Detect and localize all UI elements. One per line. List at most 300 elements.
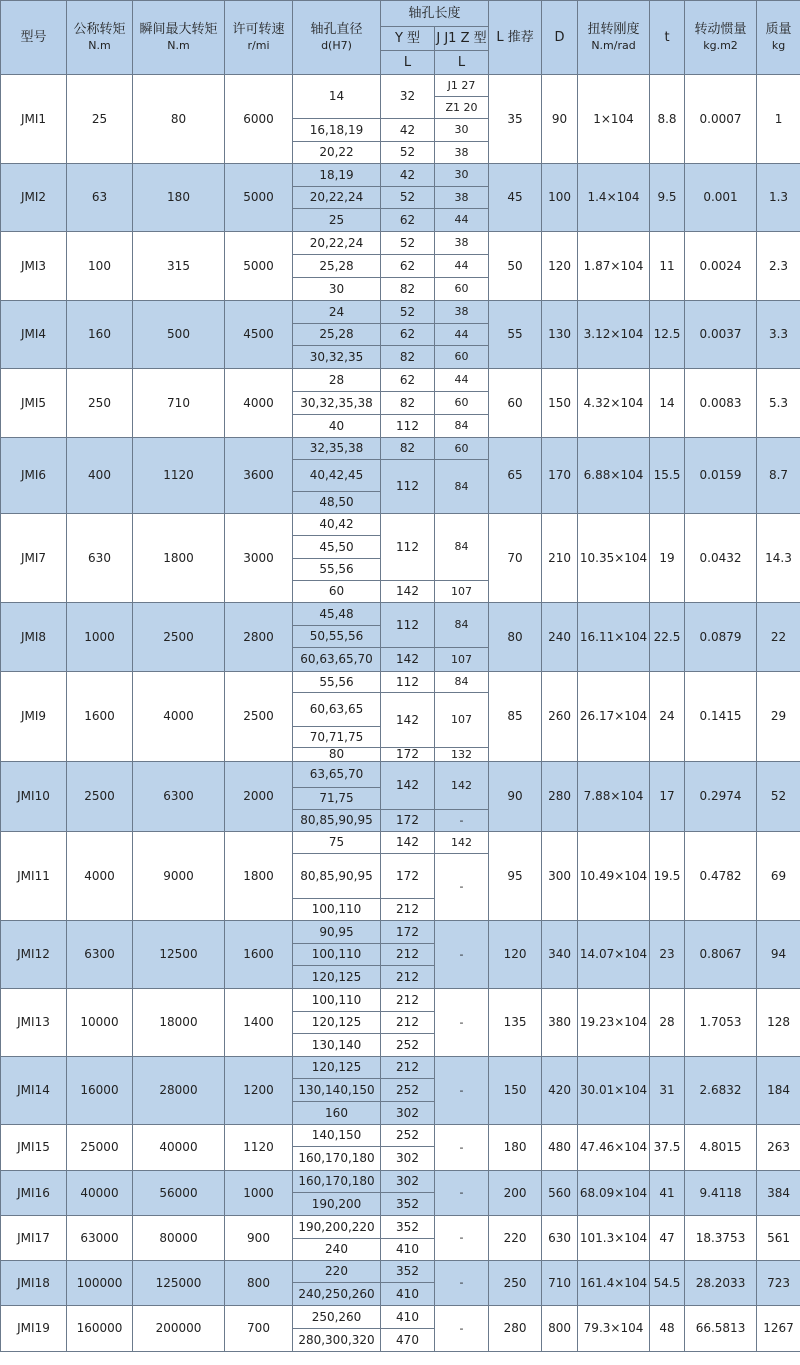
cell-mass: 1	[757, 75, 800, 164]
header-model: 型号	[1, 1, 67, 75]
cell-j-length: -	[435, 921, 489, 989]
cell-peak-torque: 18000	[133, 989, 225, 1057]
cell-inertia: 28.2033	[685, 1261, 757, 1306]
cell-nominal-torque: 160000	[67, 1306, 133, 1352]
cell-peak-torque: 1800	[133, 514, 225, 603]
cell-nominal-torque: 250	[67, 369, 133, 438]
cell-l-recommended: 200	[489, 1171, 542, 1216]
cell-nominal-torque: 2500	[67, 762, 133, 832]
cell-j-length: 142	[435, 762, 489, 810]
cell-nominal-torque: 160	[67, 301, 133, 369]
cell-y-length: 252	[381, 1125, 435, 1147]
cell-y-length: 112	[381, 514, 435, 581]
cell-stiffness: 14.07×104	[578, 921, 650, 989]
cell-l-recommended: 60	[489, 369, 542, 438]
cell-bore-diameter: 40	[293, 415, 381, 438]
cell-mass: 184	[757, 1057, 800, 1125]
cell-nominal-torque: 4000	[67, 832, 133, 921]
cell-d: 800	[542, 1306, 578, 1352]
cell-model: JMI15	[1, 1125, 67, 1171]
cell-stiffness: 1.87×104	[578, 232, 650, 301]
table-row	[1, 232, 800, 255]
cell-l-recommended: 35	[489, 75, 542, 164]
cell-mass: 723	[757, 1261, 800, 1306]
cell-t: 19	[650, 514, 685, 603]
cell-y-length: 62	[381, 324, 435, 346]
cell-j-length: 84	[435, 514, 489, 581]
cell-speed: 1120	[225, 1125, 293, 1171]
cell-model: JMI9	[1, 672, 67, 762]
cell-j-length: 44	[435, 255, 489, 278]
cell-d: 300	[542, 832, 578, 921]
cell-inertia: 0.0007	[685, 75, 757, 164]
cell-l-recommended: 280	[489, 1306, 542, 1352]
cell-d: 380	[542, 989, 578, 1057]
cell-inertia: 4.8015	[685, 1125, 757, 1171]
cell-j-length: -	[435, 1216, 489, 1261]
cell-bore-diameter: 25,28	[293, 255, 381, 278]
cell-bore-diameter: 60,63,65	[293, 693, 381, 727]
cell-model: JMI10	[1, 762, 67, 832]
cell-bore-diameter: 120,125	[293, 966, 381, 989]
cell-bore-diameter: 160,170,180	[293, 1147, 381, 1171]
cell-speed: 1600	[225, 921, 293, 989]
cell-nominal-torque: 63000	[67, 1216, 133, 1261]
cell-y-length: 302	[381, 1102, 435, 1125]
cell-bore-diameter: 63,65,70	[293, 762, 381, 788]
cell-y-length: 82	[381, 438, 435, 460]
cell-t: 48	[650, 1306, 685, 1352]
cell-y-length: 42	[381, 119, 435, 142]
table-row	[1, 164, 800, 187]
cell-y-length: 112	[381, 672, 435, 693]
table-row	[1, 1125, 800, 1147]
cell-peak-torque: 710	[133, 369, 225, 438]
cell-bore-diameter: 20,22	[293, 142, 381, 164]
cell-speed: 1200	[225, 1057, 293, 1125]
cell-l-recommended: 50	[489, 232, 542, 301]
cell-j-length: -	[435, 1057, 489, 1125]
cell-bore-diameter: 190,200,220	[293, 1216, 381, 1239]
table-row	[1, 832, 800, 854]
cell-inertia: 9.4118	[685, 1171, 757, 1216]
cell-j-length: 38	[435, 232, 489, 255]
cell-bore-diameter: 80	[293, 748, 381, 762]
cell-j-length: J1 27	[435, 75, 489, 97]
cell-peak-torque: 180	[133, 164, 225, 232]
table-row	[1, 369, 800, 392]
cell-bore-diameter: 75	[293, 832, 381, 854]
cell-stiffness: 68.09×104	[578, 1171, 650, 1216]
cell-model: JMI14	[1, 1057, 67, 1125]
header-y-length: L	[381, 51, 435, 75]
cell-t: 12.5	[650, 301, 685, 369]
cell-t: 22.5	[650, 603, 685, 672]
cell-nominal-torque: 25	[67, 75, 133, 164]
cell-bore-diameter: 130,140,150	[293, 1079, 381, 1102]
header-inertia: 转动惯量 kg.m2	[685, 1, 757, 75]
cell-y-length: 410	[381, 1283, 435, 1306]
cell-y-length: 52	[381, 187, 435, 209]
cell-speed: 1400	[225, 989, 293, 1057]
cell-j-length: 107	[435, 648, 489, 672]
cell-t: 8.8	[650, 75, 685, 164]
cell-bore-diameter: 25	[293, 209, 381, 232]
cell-nominal-torque: 63	[67, 164, 133, 232]
cell-bore-diameter: 24	[293, 301, 381, 324]
cell-bore-diameter: 40,42	[293, 514, 381, 536]
cell-model: JMI11	[1, 832, 67, 921]
cell-j-length: 44	[435, 324, 489, 346]
cell-bore-diameter: 20,22,24	[293, 187, 381, 209]
cell-mass: 384	[757, 1171, 800, 1216]
cell-peak-torque: 1120	[133, 438, 225, 514]
cell-j-length: -	[435, 1261, 489, 1306]
cell-speed: 6000	[225, 75, 293, 164]
cell-speed: 5000	[225, 164, 293, 232]
cell-bore-diameter: 70,71,75	[293, 727, 381, 748]
cell-bore-diameter: 30,32,35	[293, 346, 381, 369]
table-row	[1, 1057, 800, 1079]
cell-j-length: 38	[435, 301, 489, 324]
cell-y-length: 112	[381, 415, 435, 438]
table-row	[1, 921, 800, 944]
cell-inertia: 2.6832	[685, 1057, 757, 1125]
cell-mass: 3.3	[757, 301, 800, 369]
cell-speed: 2500	[225, 672, 293, 762]
cell-j-length: 38	[435, 142, 489, 164]
header-j-type: J J1 Z 型	[435, 27, 489, 51]
cell-t: 14	[650, 369, 685, 438]
cell-stiffness: 3.12×104	[578, 301, 650, 369]
cell-inertia: 18.3753	[685, 1216, 757, 1261]
header-l-recommended: L 推荐	[489, 1, 542, 75]
cell-speed: 3000	[225, 514, 293, 603]
cell-d: 260	[542, 672, 578, 762]
cell-bore-diameter: 160	[293, 1102, 381, 1125]
cell-t: 41	[650, 1171, 685, 1216]
cell-y-length: 52	[381, 232, 435, 255]
cell-stiffness: 16.11×104	[578, 603, 650, 672]
cell-y-length: 352	[381, 1261, 435, 1283]
cell-j-length: 60	[435, 278, 489, 301]
cell-nominal-torque: 6300	[67, 921, 133, 989]
cell-speed: 5000	[225, 232, 293, 301]
cell-mass: 128	[757, 989, 800, 1057]
cell-bore-diameter: 100,110	[293, 899, 381, 921]
cell-l-recommended: 65	[489, 438, 542, 514]
cell-stiffness: 47.46×104	[578, 1125, 650, 1171]
cell-peak-torque: 4000	[133, 672, 225, 762]
cell-bore-diameter: 100,110	[293, 989, 381, 1012]
cell-inertia: 0.8067	[685, 921, 757, 989]
cell-y-length: 212	[381, 966, 435, 989]
cell-y-length: 252	[381, 1079, 435, 1102]
cell-inertia: 1.7053	[685, 989, 757, 1057]
cell-speed: 700	[225, 1306, 293, 1352]
cell-t: 37.5	[650, 1125, 685, 1171]
cell-j-length: -	[435, 1125, 489, 1171]
cell-bore-diameter: 120,125	[293, 1012, 381, 1034]
cell-bore-diameter: 80,85,90,95	[293, 810, 381, 832]
cell-j-length: 142	[435, 832, 489, 854]
table-row	[1, 989, 800, 1012]
cell-j-length: 30	[435, 164, 489, 187]
cell-d: 210	[542, 514, 578, 603]
cell-bore-diameter: 30	[293, 278, 381, 301]
cell-l-recommended: 220	[489, 1216, 542, 1261]
cell-j-length: 84	[435, 415, 489, 438]
cell-y-length: 62	[381, 255, 435, 278]
cell-y-length: 172	[381, 921, 435, 944]
cell-inertia: 0.2974	[685, 762, 757, 832]
cell-bore-diameter: 45,50	[293, 536, 381, 559]
cell-model: JMI7	[1, 514, 67, 603]
cell-stiffness: 19.23×104	[578, 989, 650, 1057]
cell-inertia: 0.001	[685, 164, 757, 232]
table-row	[1, 1171, 800, 1193]
table-row	[1, 603, 800, 626]
cell-stiffness: 7.88×104	[578, 762, 650, 832]
cell-bore-diameter: 48,50	[293, 492, 381, 514]
cell-y-length: 142	[381, 832, 435, 854]
cell-l-recommended: 45	[489, 164, 542, 232]
cell-y-length: 142	[381, 581, 435, 603]
cell-model: JMI13	[1, 989, 67, 1057]
cell-speed: 1800	[225, 832, 293, 921]
cell-l-recommended: 180	[489, 1125, 542, 1171]
cell-model: JMI1	[1, 75, 67, 164]
header-stiffness: 扭转刚度 N.m/rad	[578, 1, 650, 75]
cell-peak-torque: 12500	[133, 921, 225, 989]
table-row	[1, 438, 800, 460]
cell-y-length: 212	[381, 899, 435, 921]
cell-nominal-torque: 100	[67, 232, 133, 301]
cell-model: JMI2	[1, 164, 67, 232]
cell-peak-torque: 2500	[133, 603, 225, 672]
cell-nominal-torque: 25000	[67, 1125, 133, 1171]
cell-peak-torque: 56000	[133, 1171, 225, 1216]
cell-inertia: 66.5813	[685, 1306, 757, 1352]
cell-mass: 29	[757, 672, 800, 762]
header-y-type: Y 型	[381, 27, 435, 51]
table-row	[1, 672, 800, 693]
cell-t: 9.5	[650, 164, 685, 232]
cell-stiffness: 10.49×104	[578, 832, 650, 921]
cell-model: JMI5	[1, 369, 67, 438]
cell-t: 11	[650, 232, 685, 301]
cell-y-length: 112	[381, 460, 435, 514]
cell-peak-torque: 500	[133, 301, 225, 369]
cell-t: 15.5	[650, 438, 685, 514]
cell-j-length: 60	[435, 438, 489, 460]
cell-t: 47	[650, 1216, 685, 1261]
cell-y-length: 212	[381, 989, 435, 1012]
cell-mass: 263	[757, 1125, 800, 1171]
cell-bore-diameter: 190,200	[293, 1193, 381, 1216]
cell-bore-diameter: 120,125	[293, 1057, 381, 1079]
cell-model: JMI6	[1, 438, 67, 514]
cell-stiffness: 10.35×104	[578, 514, 650, 603]
cell-mass: 14.3	[757, 514, 800, 603]
cell-bore-diameter: 32,35,38	[293, 438, 381, 460]
cell-y-length: 82	[381, 346, 435, 369]
cell-j-length: 30	[435, 119, 489, 142]
cell-bore-diameter: 30,32,35,38	[293, 392, 381, 415]
cell-mass: 561	[757, 1216, 800, 1261]
cell-model: JMI18	[1, 1261, 67, 1306]
cell-t: 19.5	[650, 832, 685, 921]
cell-speed: 4500	[225, 301, 293, 369]
cell-bore-diameter: 20,22,24	[293, 232, 381, 255]
cell-bore-diameter: 130,140	[293, 1034, 381, 1057]
cell-bore-diameter: 50,55,56	[293, 626, 381, 648]
cell-bore-diameter: 40,42,45	[293, 460, 381, 492]
cell-t: 17	[650, 762, 685, 832]
cell-peak-torque: 6300	[133, 762, 225, 832]
cell-bore-diameter: 160,170,180	[293, 1171, 381, 1193]
cell-mass: 69	[757, 832, 800, 921]
cell-peak-torque: 125000	[133, 1261, 225, 1306]
cell-model: JMI16	[1, 1171, 67, 1216]
cell-y-length: 410	[381, 1239, 435, 1261]
cell-y-length: 52	[381, 301, 435, 324]
cell-y-length: 352	[381, 1193, 435, 1216]
cell-y-length: 82	[381, 278, 435, 301]
cell-nominal-torque: 630	[67, 514, 133, 603]
cell-speed: 4000	[225, 369, 293, 438]
cell-y-length: 302	[381, 1171, 435, 1193]
cell-mass: 2.3	[757, 232, 800, 301]
cell-y-length: 470	[381, 1329, 435, 1352]
cell-d: 340	[542, 921, 578, 989]
cell-bore-diameter: 14	[293, 75, 381, 119]
cell-bore-diameter: 90,95	[293, 921, 381, 944]
cell-bore-diameter: 55,56	[293, 672, 381, 693]
cell-bore-diameter: 240,250,260	[293, 1283, 381, 1306]
cell-model: JMI17	[1, 1216, 67, 1261]
cell-bore-diameter: 45,48	[293, 603, 381, 626]
cell-stiffness: 101.3×104	[578, 1216, 650, 1261]
cell-mass: 22	[757, 603, 800, 672]
cell-y-length: 252	[381, 1034, 435, 1057]
cell-mass: 94	[757, 921, 800, 989]
cell-mass: 5.3	[757, 369, 800, 438]
cell-t: 31	[650, 1057, 685, 1125]
cell-d: 710	[542, 1261, 578, 1306]
table-row	[1, 514, 800, 536]
cell-j-length: 44	[435, 209, 489, 232]
cell-j-length: -	[435, 989, 489, 1057]
cell-bore-diameter: 280,300,320	[293, 1329, 381, 1352]
cell-mass: 8.7	[757, 438, 800, 514]
cell-inertia: 0.4782	[685, 832, 757, 921]
cell-y-length: 82	[381, 392, 435, 415]
cell-bore-diameter: 25,28	[293, 324, 381, 346]
cell-y-length: 212	[381, 944, 435, 966]
cell-d: 130	[542, 301, 578, 369]
cell-bore-diameter: 71,75	[293, 788, 381, 810]
header-peak-torque: 瞬间最大转矩 N.m	[133, 1, 225, 75]
cell-inertia: 0.0037	[685, 301, 757, 369]
cell-model: JMI8	[1, 603, 67, 672]
cell-j-length: 44	[435, 369, 489, 392]
cell-d: 150	[542, 369, 578, 438]
cell-nominal-torque: 10000	[67, 989, 133, 1057]
cell-bore-diameter: 16,18,19	[293, 119, 381, 142]
cell-bore-diameter: 60	[293, 581, 381, 603]
cell-peak-torque: 40000	[133, 1125, 225, 1171]
table-row	[1, 1306, 800, 1329]
cell-j-length: -	[435, 854, 489, 921]
cell-stiffness: 6.88×104	[578, 438, 650, 514]
cell-y-length: 62	[381, 369, 435, 392]
cell-j-length: -	[435, 1171, 489, 1216]
cell-j-length: -	[435, 1306, 489, 1352]
cell-y-length: 172	[381, 810, 435, 832]
cell-speed: 900	[225, 1216, 293, 1261]
cell-j-length: 84	[435, 603, 489, 648]
cell-stiffness: 161.4×104	[578, 1261, 650, 1306]
cell-inertia: 0.0159	[685, 438, 757, 514]
cell-t: 54.5	[650, 1261, 685, 1306]
cell-bore-diameter: 250,260	[293, 1306, 381, 1329]
header-j-length: L	[435, 51, 489, 75]
cell-peak-torque: 80000	[133, 1216, 225, 1261]
cell-speed: 1000	[225, 1171, 293, 1216]
cell-model: JMI3	[1, 232, 67, 301]
cell-stiffness: 1.4×104	[578, 164, 650, 232]
cell-j-length: 107	[435, 581, 489, 603]
cell-speed: 2000	[225, 762, 293, 832]
table-row	[1, 1216, 800, 1239]
cell-nominal-torque: 16000	[67, 1057, 133, 1125]
cell-j-length: 84	[435, 672, 489, 693]
cell-model: JMI4	[1, 301, 67, 369]
cell-j-length: 107	[435, 693, 489, 748]
cell-mass: 52	[757, 762, 800, 832]
cell-l-recommended: 80	[489, 603, 542, 672]
cell-stiffness: 26.17×104	[578, 672, 650, 762]
cell-bore-diameter: 18,19	[293, 164, 381, 187]
cell-nominal-torque: 400	[67, 438, 133, 514]
cell-y-length: 142	[381, 693, 435, 748]
cell-inertia: 0.0879	[685, 603, 757, 672]
cell-stiffness: 1×104	[578, 75, 650, 164]
cell-inertia: 0.0024	[685, 232, 757, 301]
cell-bore-diameter: 100,110	[293, 944, 381, 966]
cell-j-length: 38	[435, 187, 489, 209]
cell-peak-torque: 28000	[133, 1057, 225, 1125]
header-bore-diameter: 轴孔直径 d(H7)	[293, 1, 381, 75]
cell-y-length: 212	[381, 1057, 435, 1079]
header-speed: 许可转速 r/mi	[225, 1, 293, 75]
cell-y-length: 62	[381, 209, 435, 232]
cell-t: 24	[650, 672, 685, 762]
cell-d: 90	[542, 75, 578, 164]
header-nominal-torque: 公称转矩 N.m	[67, 1, 133, 75]
cell-nominal-torque: 1600	[67, 672, 133, 762]
cell-y-length: 172	[381, 748, 435, 762]
cell-l-recommended: 95	[489, 832, 542, 921]
cell-y-length: 352	[381, 1216, 435, 1239]
cell-nominal-torque: 1000	[67, 603, 133, 672]
cell-speed: 800	[225, 1261, 293, 1306]
cell-bore-diameter: 240	[293, 1239, 381, 1261]
cell-d: 420	[542, 1057, 578, 1125]
cell-j-length: 60	[435, 392, 489, 415]
cell-speed: 3600	[225, 438, 293, 514]
